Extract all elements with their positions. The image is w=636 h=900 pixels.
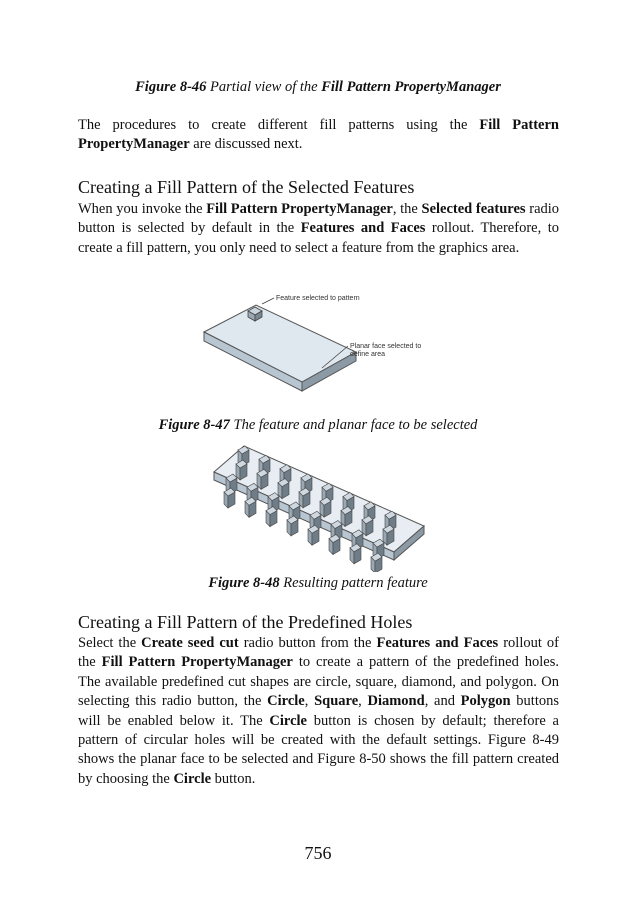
callout-planar-face-label-2: define area: [350, 351, 386, 358]
pattern-instance-block: [299, 488, 310, 508]
callout-planar-face-label-1: Planar face selected to: [350, 343, 422, 350]
pattern-instance-block: [320, 497, 331, 517]
pattern-instance-block: [362, 516, 373, 536]
pattern-instance-block: [245, 497, 256, 517]
figure-8-47-illustration: [196, 288, 446, 400]
pattern-instance-block: [383, 525, 394, 545]
pattern-instance-block: [350, 544, 361, 564]
figure-8-48-caption: Figure 8-48 Resulting pattern feature: [208, 575, 428, 591]
pattern-instance-block: [341, 507, 352, 527]
section-heading-selected-features: Creating a Fill Pattern of the Selected Features: [78, 177, 415, 197]
pattern-instance-block: [278, 479, 289, 499]
figure-8-47-caption: Figure 8-47 The feature and planar face to be selected: [158, 417, 478, 433]
pattern-instance-block: [257, 469, 268, 489]
predefined-holes-paragraph: Select the Create seed cut radio button from the Features and Faces rollout of the Fill Pattern PropertyManager to create a pattern of the predefined holes. The available predefined cut shapes are circle, square, diamond, and polygon. On selecting this radio button, the Circle, Square, Diamond, and Polygon buttons will be enabled below it. The Circle button is chosen by default; therefore a pattern of circular holes will be created with the default settings. Figure 8-49 shows the planar face to be selected and Figure 8-50 shows the fill pattern created by choosing the Circle button.: [78, 635, 560, 787]
figure-8-46-caption: Figure 8-46 Partial view of the Fill Pattern PropertyManager: [135, 79, 501, 95]
section-heading-predefined-holes: Creating a Fill Pattern of the Predefined Holes: [78, 612, 413, 632]
selected-features-paragraph: When you invoke the Fill Pattern PropertyManager, the Selected features radio button is selected by default in the Features and Faces rollout. Therefore, to create a fill pattern, you only need to select a feature from the graphics area.: [78, 201, 560, 256]
figure-8-48-illustration: [210, 436, 430, 572]
pattern-instance-block: [236, 460, 247, 480]
pattern-instance-block: [308, 525, 319, 545]
callout-feature-label: Feature selected to pattern: [276, 295, 360, 302]
pattern-instance-block: [287, 516, 298, 536]
pattern-instance-block: [266, 507, 277, 527]
pattern-instance-block: [329, 535, 340, 555]
pattern-instance-block: [371, 553, 382, 572]
intro-paragraph: The procedures to create different fill patterns using the Fill Pattern PropertyManager are discussed next.: [78, 117, 559, 153]
page-number: 756: [304, 843, 332, 863]
pattern-instance-block: [224, 488, 235, 508]
